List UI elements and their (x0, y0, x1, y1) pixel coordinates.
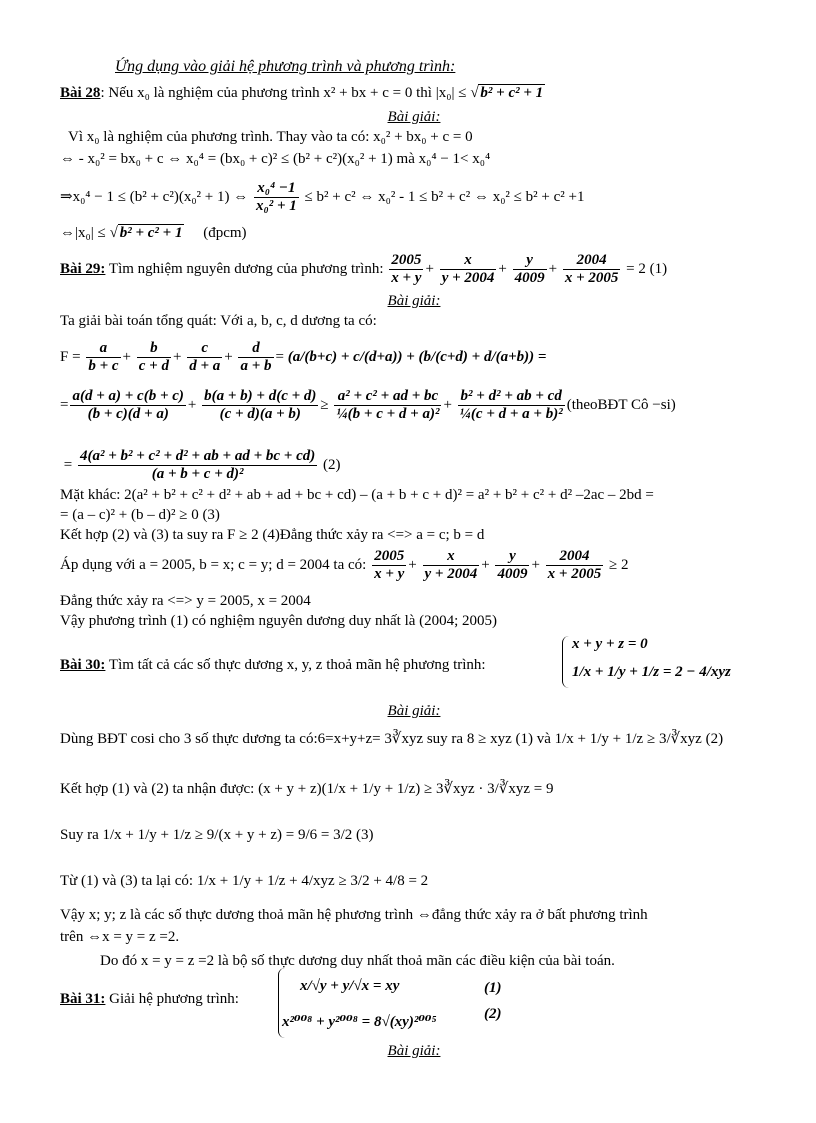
bai29-F-line: F = $\frac{a}{b + c}$ + $\frac{b}{c + d}$ + $\frac{c}{d + a}$ + $\frac{d}{a + b}$ = (a/(b+c) + c/(d+a)) + (b/(c+d) + d/(a+b)) = (60, 340, 547, 374)
bai28-solution-label: Bài giải: (387, 109, 441, 125)
bai29-conclusion: Vậy phương trình (1) có nghiệm nguyên dương duy nhất là (2004; 2005) (60, 613, 498, 629)
bai31-solution-label: Bài giải: (387, 1043, 441, 1059)
bai28-line3: ⇒x₀⁴ − 1 ≤ (b² + c²)(x₀² + 1) ⇔ $\frac{\text{x₀⁴ −1}}{\text{x₀² + 1}}$ ≤ b² + c² ⇔ x₀² - 1 ≤ b² + c² ⇔ x₀² ≤ b² + c² +1 (60, 180, 585, 214)
bai29-kh: Kết hợp (2) và (3) ta suy ra F ≥ 2 (4)Đẳng thức xảy ra <=> a = c; b = d (60, 527, 485, 543)
section-title: Ứng dụng vào giải hệ phương trình và phương trình: (115, 58, 456, 75)
bai31-label: Bài 31: (60, 991, 106, 1007)
bai29-eq-hold: Đẳng thức xảy ra <=> y = 2005, x = 2004 (60, 593, 311, 609)
bai30-brace (562, 636, 569, 688)
bai28-label: Bài 28 (60, 85, 101, 101)
bai28-line1: Vì x₀ là nghiệm của phương trình. Thay vào ta có: x₀² + bx₀ + c = 0 (68, 129, 473, 145)
bai28-statement: Bài 28: Nếu x₀ là nghiệm của phương trình x² + bx + c = 0 thì |x₀| ≤ √ b² + c² + 1 (60, 85, 544, 101)
bai29-ad: Áp dụng với a = 2005, b = x; c = y; d = 2004 ta có: $\frac{2005}{x + y}$ + $\frac{x}{y + 2004}$ + $\frac{y}{4009}$ + $\frac{2004}{x + 2005}$ ≥ 2 (60, 548, 629, 582)
bai30-line7: Do đó x = y = z =2 là bộ số thực dương duy nhất thoả mãn các điều kiện của bài toán. (100, 953, 615, 969)
bai30-line2: Kết hợp (1) và (2) ta nhận được: (x + y + z)(1/x + 1/y + 1/z) ≥ 3∛xyz · 3/∛xyz = 9 (60, 781, 554, 797)
bai28-frac: $\frac{\text{x₀⁴ −1}}{\text{x₀² + 1}}$ (256, 180, 297, 214)
bai29-mid-line: = $\frac{a(d + a) + c(b + c)}{(b + c)(d + a)}$ + $\frac{b(a + b) + d(c + d)}{(c + d)(a + b)}$ ≥ $\frac{\text{a² + c² + ad + bc}}{\text{¼(b + c + d + a)²}}$ + $\frac{\text{b² + d² + ab + cd}}{\text{¼(c + d + a + b)²}}$ (theoBĐT Cô −si) (60, 388, 676, 422)
bai29-mk1: Mặt khác: 2(a² + b² + c² + d² + ab + ad + bc + cd) – (a + b + c + d)² = a² + b² + c² + d² –2ac – 2bd = (60, 487, 654, 503)
bai30-line6: trên ⇔x = y = z =2. (60, 929, 180, 945)
bai29-label: Bài 29: (60, 260, 106, 277)
bai31-sys2: x²⁰⁰⁸ + y²⁰⁰⁸ = 8√(xy)²⁰⁰⁵ (282, 1014, 437, 1030)
bai31-sys2-tag: (2) (484, 1006, 502, 1022)
bai29-result-line: = $\frac{\text{4(a² + b² + c² + d² + ab + ad + bc + cd)}}{\text{(a + b + c + d)²}}$ (2) (60, 448, 341, 482)
bai31-sys1-tag: (1) (484, 980, 502, 996)
bai29-general: Ta giải bài toán tổng quát: Với a, b, c, d dương ta có: (60, 313, 377, 329)
bai29-statement: Bài 29: Tìm nghiệm nguyên dương của phương trình: $\frac{2005}{x + y}$ + $\frac{x}{y + 2004}$ + $\frac{y}{4009}$ + $\frac{2004}{x + 2005}$ = 2 (1) (60, 252, 668, 286)
bai29-solution-label: Bài giải: (387, 293, 441, 309)
bai28-sqrt: √ b² + c² + 1 (470, 85, 544, 101)
bai30-sys2: 1/x + 1/y + 1/z = 2 − 4/xyz (572, 664, 731, 680)
bai30-line5: Vậy x; y; z là các số thực dương thoả mãn hệ phương trình ⇔đẳng thức xảy ra ở bất phương trình (60, 907, 648, 923)
bai30-line3: Suy ra 1/x + 1/y + 1/z ≥ 9/(x + y + z) = 9/6 = 3/2 (3) (60, 827, 374, 843)
bai30-solution-label: Bài giải: (387, 703, 441, 719)
bai31-sys1: x/√y + y/√x = xy (300, 978, 400, 994)
bai30-statement: Bài 30: Tìm tất cả các số thực dương x, y, z thoả mãn hệ phương trình: (60, 657, 486, 673)
bai31-statement: Bài 31: Giải hệ phương trình: (60, 991, 239, 1007)
bai28-line2: ⇔ - x₀² = bx₀ + c ⇔ x₀⁴ = (bx₀ + c)² ≤ (b² + c²)(x₀² + 1) mà x₀⁴ − 1< x₀⁴ (60, 151, 491, 167)
bai30-sys1: x + y + z = 0 (572, 636, 648, 652)
bai28-line4: ⇔|x₀| ≤ √ b² + c² + 1 (đpcm) (60, 225, 247, 241)
bai30-line4: Từ (1) và (3) ta lại có: 1/x + 1/y + 1/z + 4/xyz ≥ 3/2 + 4/8 = 2 (60, 873, 429, 889)
bai30-label: Bài 30: (60, 657, 106, 673)
bai30-line1: Dùng BĐT cosi cho 3 số thực dương ta có:6=x+y+z= 3∛xyz suy ra 8 ≥ xyz (1) và 1/x + 1/y + 1/z ≥ 3/∛xyz (2) (60, 731, 724, 747)
bai29-mk2: = (a – c)² + (b – d)² ≥ 0 (3) (60, 507, 220, 523)
